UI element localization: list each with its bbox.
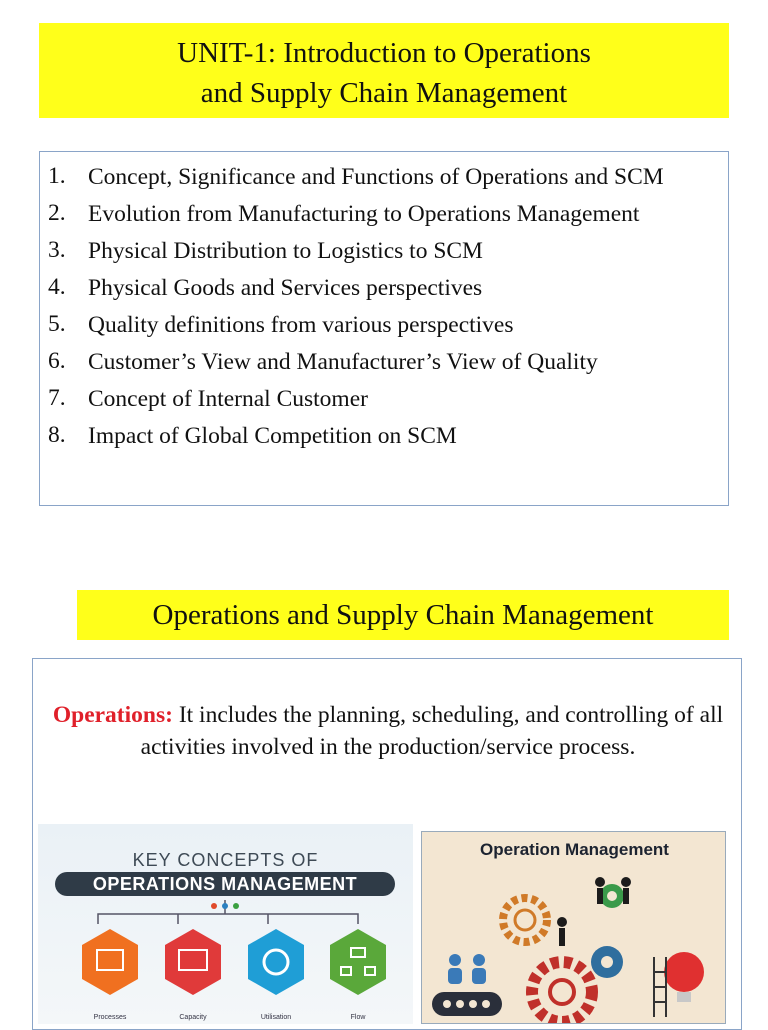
hex-label: Utilisation	[260, 1014, 292, 1021]
utilisation-icon	[248, 929, 304, 995]
list-item: 2. Evolution from Manufacturing to Operations Management	[48, 200, 640, 227]
capacity-icon	[165, 929, 221, 995]
title-line-1: UNIT-1: Introduction to Operations	[177, 37, 591, 69]
operation-management-title: Operation Management	[480, 840, 669, 859]
hex-label: Flow	[350, 1014, 366, 1021]
list-item: 5. Quality definitions from various perspectives	[48, 311, 514, 338]
connector-lines-icon	[98, 900, 358, 924]
definition-body: It includes the planning, scheduling, and controlling of all activities involved in the production/service process.	[140, 702, 724, 760]
operation-management-image	[421, 831, 726, 1024]
key-concepts-heading: KEY CONCEPTS OF	[132, 850, 319, 870]
definition-term: Operations:	[52, 702, 173, 728]
list-item: 4. Physical Goods and Services perspectives	[48, 274, 483, 301]
definition-text	[47, 699, 729, 763]
people-icon	[448, 954, 486, 984]
flow-icon	[330, 929, 386, 995]
operations-management-bar: OPERATIONS MANAGEMENT	[55, 872, 395, 896]
ladder-icon	[654, 957, 666, 1017]
gear-icon	[600, 884, 624, 908]
section-heading-banner	[77, 590, 729, 640]
list-item: 6. Customer’s View and Manufacturer’s View of Quality	[48, 348, 598, 375]
gears-illustration	[422, 832, 726, 1024]
hex-label: Capacity	[179, 1014, 207, 1021]
topics-list-box	[39, 151, 729, 506]
processes-icon	[82, 929, 138, 995]
gear-icon	[591, 946, 623, 978]
title-line-2: and Supply Chain Management	[200, 77, 568, 109]
section-heading: Operations and Supply Chain Management	[152, 599, 654, 631]
lightbulb-icon	[664, 952, 704, 1002]
list-item: 7. Concept of Internal Customer	[48, 385, 368, 412]
list-item: 3. Physical Distribution to Logistics to SCM	[48, 237, 483, 264]
key-concepts-image	[38, 824, 413, 1024]
hex-label: Processes	[93, 1014, 127, 1021]
list-item: 8. Impact of Global Competition on SCM	[48, 422, 457, 449]
topics-list	[48, 158, 720, 454]
concept-hexagons	[38, 824, 413, 1024]
gear-icon	[532, 962, 592, 1022]
list-item: 1. Concept, Significance and Functions of Operations and SCM	[48, 163, 664, 190]
conveyor-icon	[432, 992, 502, 1016]
gear-icon	[503, 898, 547, 942]
title-banner	[39, 23, 729, 118]
